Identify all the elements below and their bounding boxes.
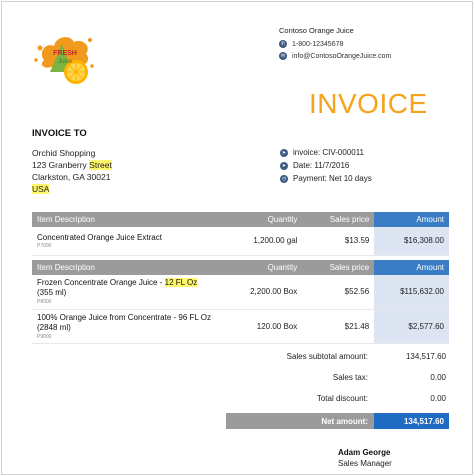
col-price: Sales price: [302, 212, 374, 227]
col-quantity: Quantity: [222, 260, 302, 275]
invoice-date: Date: 11/7/2016: [293, 161, 350, 170]
subtotal-label: Sales subtotal amount:: [286, 352, 368, 361]
item-code: P8000: [37, 299, 52, 306]
bill-to-heading: INVOICE TO: [32, 128, 87, 139]
bill-to-name: Orchid Shopping: [32, 148, 96, 158]
phone-icon: ✆: [280, 41, 286, 47]
col-amount: Amount: [374, 260, 449, 275]
signatory-name: Adam George: [338, 448, 391, 457]
company-logo: [32, 30, 98, 90]
company-email-row: [279, 52, 391, 60]
table-header: [32, 260, 449, 275]
sales-tax-row: [228, 373, 446, 382]
net-amount-value: 134,517.60: [374, 413, 449, 429]
bill-to-city: Clarkston, GA 30021: [32, 172, 111, 182]
item-name: Concentrated Orange Juice Extract: [37, 232, 162, 242]
table-row: [32, 309, 449, 343]
invoice-date-row: [280, 161, 349, 170]
item-quantity: 120.00 Box: [222, 309, 302, 343]
net-amount-label: Net amount:: [226, 413, 374, 429]
item-name-line1: 100% Orange Juice from Concentrate - 96 FL Oz: [37, 312, 212, 322]
logo-text-top: FRESH: [53, 50, 77, 57]
item-quantity: 1,200.00 gal: [223, 227, 303, 255]
col-amount: Amount: [374, 212, 449, 227]
item-price: $52.56: [302, 275, 374, 309]
table-header: [32, 212, 449, 227]
payment-terms: Payment: Net 10 days: [293, 174, 372, 183]
item-amount: $2,577.60: [374, 309, 449, 343]
items-table-2: [32, 260, 449, 344]
email-icon: ✉: [280, 53, 286, 59]
discount-value: 0.00: [430, 394, 446, 403]
bill-to-country: [32, 184, 49, 194]
sales-tax-value: 0.00: [430, 373, 446, 382]
arrow-icon: ➤: [281, 162, 287, 169]
items-table-1: [32, 212, 449, 256]
item-description: [32, 275, 222, 309]
subtotal-value: 134,517.60: [405, 352, 446, 361]
item-name-text: Frozen Concentrate Orange Juice -: [37, 278, 165, 288]
subtotal-row: [228, 352, 446, 361]
invoice-number: invoice: CIV-000011: [293, 148, 365, 157]
item-name-highlight: 12 FL Oz: [164, 278, 198, 288]
company-name: Contoso Orange Juice: [279, 26, 354, 35]
item-code: P9000: [37, 333, 52, 340]
col-description: Item Description: [32, 260, 222, 275]
item-price: $13.59: [302, 227, 374, 255]
country-highlight: USA: [32, 184, 50, 194]
arrow-icon: ➤: [281, 149, 287, 156]
logo-text-bottom: Juice: [57, 59, 73, 65]
item-quantity: 2,200.00 Box: [222, 275, 302, 309]
item-name: [37, 278, 217, 298]
invoice-document: [1, 1, 473, 475]
invoice-title: INVOICE: [309, 88, 428, 119]
table-row: [32, 227, 449, 255]
item-code: P7000: [37, 242, 52, 249]
item-description: [32, 309, 222, 343]
company-email[interactable]: info@ContosoOrangeJuice.com: [292, 52, 392, 60]
item-name-suffix: (355 ml): [37, 288, 67, 298]
signatory-title: Sales Manager: [338, 459, 392, 468]
bill-to-street: [32, 160, 112, 170]
company-phone-row: [279, 40, 343, 48]
col-description: Item Description: [32, 212, 223, 227]
invoice-number-row: [280, 148, 364, 157]
discount-row: [228, 394, 446, 403]
street-highlight: Street: [89, 160, 112, 170]
col-price: Sales price: [302, 260, 374, 275]
item-name-line2: (2848 ml): [37, 322, 71, 332]
clock-icon: ◷: [281, 175, 287, 182]
discount-label: Total discount:: [316, 394, 368, 403]
item-description: [32, 227, 223, 255]
item-amount: $115,632.00: [374, 275, 449, 309]
col-quantity: Quantity: [223, 212, 303, 227]
company-phone: 1-800-12345678: [292, 40, 344, 48]
sales-tax-label: Sales tax:: [332, 373, 368, 382]
item-name: [37, 313, 217, 333]
item-price: $21.48: [302, 309, 374, 343]
item-amount: $16,308.00: [374, 227, 449, 255]
table-row: [32, 275, 449, 309]
street-text: 123 Granberry: [32, 160, 90, 170]
payment-terms-row: [280, 174, 372, 183]
